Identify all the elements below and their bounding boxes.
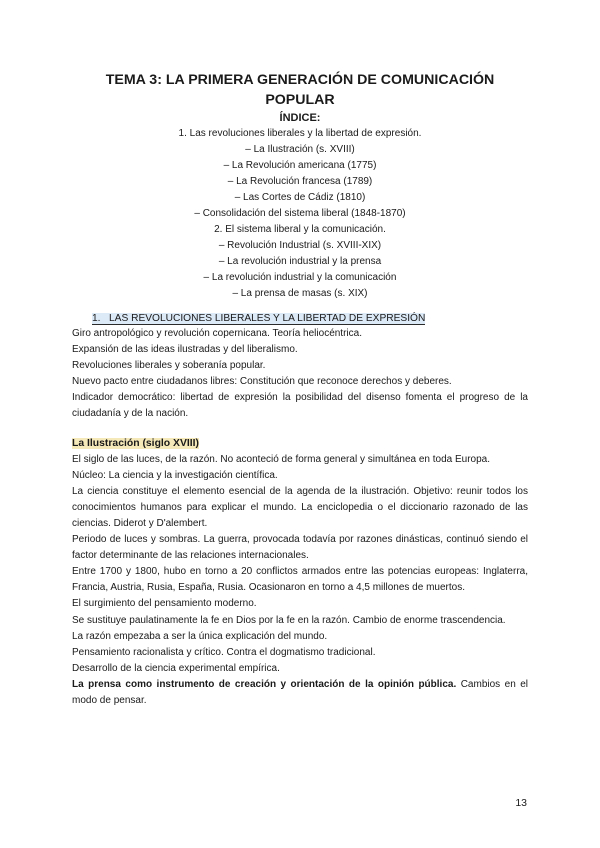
paragraph: El surgimiento del pensamiento moderno. bbox=[72, 598, 257, 610]
paragraph: El siglo de las luces, de la razón. No aconteció de forma general y simultánea en toda Europa. bbox=[72, 453, 491, 465]
paragraph: Indicador democrático: libertad de expresión la posibilidad del disenso fomenta el progreso de la ciudadanía y de la nación. bbox=[72, 392, 528, 420]
section-1-title: LAS REVOLUCIONES LIBERALES Y LA LIBERTAD DE EXPRESIÓN bbox=[109, 313, 426, 324]
toc-item: – La prensa de masas (s. XIX) bbox=[232, 288, 368, 299]
title-line-2: POPULAR bbox=[265, 92, 335, 108]
toc-item: – Las Cortes de Cádiz (1810) bbox=[234, 192, 366, 203]
toc-item: – Consolidación del sistema liberal (1848-1870) bbox=[194, 208, 406, 219]
section-1-body bbox=[72, 326, 528, 423]
paragraph: La ciencia constituye el elemento esencial de la agenda de la ilustración. Objetivo: reunir todos los conocimientos humanos para explicar el mundo. La enciclopedia o el diccionario razonado de las ciencias. Diderot y D'alembert. bbox=[72, 485, 528, 529]
toc-item: – La Revolución francesa (1789) bbox=[227, 176, 373, 187]
toc-item: – La Revolución americana (1775) bbox=[223, 160, 377, 171]
paragraph: Revoluciones liberales y soberanía popular. bbox=[72, 360, 266, 372]
toc-item: 2. El sistema liberal y la comunicación. bbox=[214, 224, 386, 235]
toc-item: – Revolución Industrial (s. XVIII-XIX) bbox=[218, 240, 382, 251]
table-of-contents bbox=[72, 126, 528, 302]
index-title: ÍNDICE: bbox=[279, 112, 321, 124]
paragraph: La razón empezaba a ser la única explicación del mundo. bbox=[72, 630, 328, 642]
document-page bbox=[72, 70, 528, 709]
paragraph: Se sustituye paulatinamente la fe en Dios por la fe en la razón. Cambio de enorme trascendencia. bbox=[72, 614, 506, 626]
paragraph: Periodo de luces y sombras. La guerra, provocada todavía por razones dinásticas, continuó siendo el factor determinante de las relaciones internacionales. bbox=[72, 534, 528, 562]
paragraph: Nuevo pacto entre ciudadanos libres: Constitución que reconoce derechos y deberes. bbox=[72, 376, 452, 388]
page-number: 13 bbox=[515, 797, 527, 809]
statement-continuation: Cambios en el modo de pensar. bbox=[72, 678, 529, 706]
toc-item: 1. Las revoluciones liberales y la libertad de expresión. bbox=[178, 128, 422, 139]
toc-item: – La revolución industrial y la prensa bbox=[218, 256, 382, 267]
title-line-1: TEMA 3: LA PRIMERA GENERACIÓN DE COMUNICACIÓN bbox=[105, 72, 495, 88]
section-1-number: 1. bbox=[92, 313, 101, 324]
subsection-title: La Ilustración (siglo XVIII) bbox=[72, 437, 200, 449]
subsection-body bbox=[72, 452, 528, 710]
toc-item: – La revolución industrial y la comunicación bbox=[203, 272, 397, 283]
bold-statement: La prensa como instrumento de creación y orientación de la opinión pública. bbox=[72, 678, 457, 690]
section-1-heading bbox=[72, 311, 528, 326]
page-title bbox=[72, 70, 528, 110]
subsection-heading bbox=[72, 436, 528, 451]
paragraph: Núcleo: La ciencia y la investigación científica. bbox=[72, 469, 278, 481]
paragraph: Giro antropológico y revolución copernicana. Teoría heliocéntrica. bbox=[72, 328, 362, 339]
paragraph: Desarrollo de la ciencia experimental empírica. bbox=[72, 662, 280, 674]
toc-item: – La Ilustración (s. XVIII) bbox=[245, 144, 355, 155]
paragraph bbox=[72, 677, 528, 709]
paragraph: Pensamiento racionalista y crítico. Contra el dogmatismo tradicional. bbox=[72, 646, 376, 658]
paragraph: Entre 1700 y 1800, hubo en torno a 20 conflictos armados entre las potencias europeas: Inglaterra, Francia, Austria, Rusia, España, Rusia. Ocasionaron en torno a 4,5 millones de muertos. bbox=[72, 566, 528, 594]
paragraph: Expansión de las ideas ilustradas y del liberalismo. bbox=[72, 344, 298, 356]
